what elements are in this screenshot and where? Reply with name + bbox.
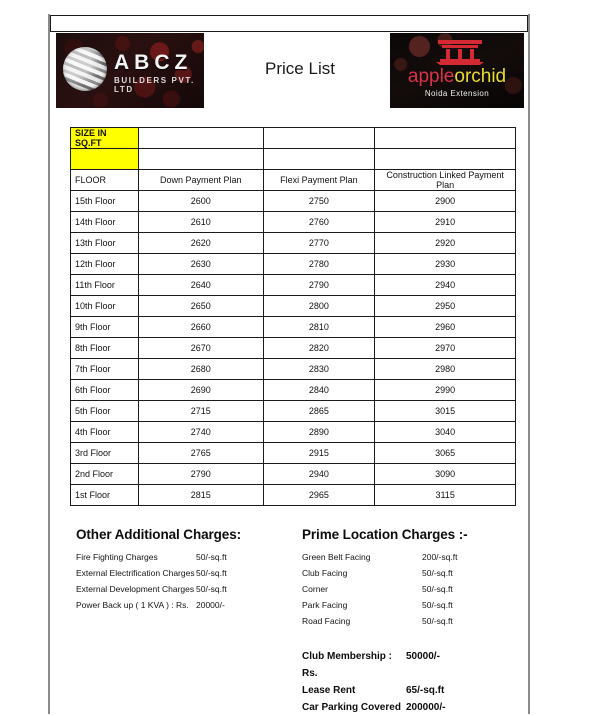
other-additional-charges-heading: Other Additional Charges: [76, 527, 242, 542]
cell-down-payment: 2600 [138, 191, 263, 212]
charge-row [302, 581, 517, 597]
cell-construction-linked: 3065 [375, 443, 516, 464]
cell-construction-linked: 2910 [375, 212, 516, 233]
other-additional-charges-section [76, 527, 291, 613]
charge-value: 50/-sq.ft [422, 568, 453, 578]
charge-row [76, 597, 291, 613]
cell-construction-linked: 2920 [375, 233, 516, 254]
cell-flexi-payment: 2770 [263, 233, 375, 254]
table-row-size-value [71, 149, 516, 170]
cell-floor: 2nd Floor [71, 464, 139, 485]
cell-floor: 7th Floor [71, 359, 139, 380]
cell-flexi-payment: 2830 [263, 359, 375, 380]
summary-charge-value: 65/-sq.ft [406, 685, 445, 696]
cell-flexi-payment: 2865 [263, 401, 375, 422]
cell-down-payment: 2660 [138, 317, 263, 338]
summary-charges-list [302, 648, 517, 716]
table-row [71, 359, 516, 380]
cell-floor: 5th Floor [71, 401, 139, 422]
column-header-flexi-payment-plan: Flexi Payment Plan [263, 170, 375, 191]
size-label-spacer-1 [138, 128, 263, 149]
table-row [71, 485, 516, 506]
cell-floor: 6th Floor [71, 380, 139, 401]
summary-charge-label: Car Parking Covered [302, 702, 401, 713]
summary-charge-value: 50000/- [406, 651, 440, 662]
charge-value: 50/-sq.ft [196, 584, 227, 594]
cell-construction-linked: 2900 [375, 191, 516, 212]
size-value-spacer-3 [375, 149, 516, 170]
abcz-emblem-icon [63, 47, 107, 91]
cell-down-payment: 2790 [138, 464, 263, 485]
charge-label: Green Belt Facing [302, 552, 371, 562]
cell-flexi-payment: 2965 [263, 485, 375, 506]
apple-orchid-wordmark [390, 67, 524, 86]
price-table-body [71, 128, 516, 506]
cell-floor: 9th Floor [71, 317, 139, 338]
table-row [71, 254, 516, 275]
page-title: Price List [265, 59, 335, 78]
size-label-spacer-3 [375, 128, 516, 149]
table-row-size-label [71, 128, 516, 149]
table-row [71, 233, 516, 254]
apple-orchid-subtitle: Noida Extension [424, 89, 490, 98]
prime-location-charges-heading: Prime Location Charges :- [302, 527, 468, 542]
column-header-floor: FLOOR [71, 170, 139, 191]
size-label-spacer-2 [263, 128, 375, 149]
pavilion-icon [436, 39, 484, 65]
column-header-down-payment-plan: Down Payment Plan [138, 170, 263, 191]
cell-floor: 4th Floor [71, 422, 139, 443]
cell-construction-linked: 3090 [375, 464, 516, 485]
table-row [71, 212, 516, 233]
price-table [70, 127, 516, 506]
charge-label: External Development Charges [76, 584, 195, 594]
cell-down-payment: 2765 [138, 443, 263, 464]
cell-floor: 10th Floor [71, 296, 139, 317]
charge-label: External Electrification Charges [76, 568, 195, 578]
cell-floor: 13th Floor [71, 233, 139, 254]
summary-charge-value: 200000/- [406, 702, 446, 713]
other-additional-charges-list [76, 549, 291, 613]
charge-value: 200/-sq.ft [422, 552, 458, 562]
charge-row [302, 682, 517, 699]
cell-construction-linked: 2950 [375, 296, 516, 317]
size-value-spacer-2 [263, 149, 375, 170]
table-header-row [71, 170, 516, 191]
charge-value: 50/-sq.ft [422, 616, 453, 626]
column-header-construction-linked-payment-plan: Construction Linked Payment Plan [375, 170, 516, 191]
cell-down-payment: 2670 [138, 338, 263, 359]
cell-flexi-payment: 2940 [263, 464, 375, 485]
cell-floor: 8th Floor [71, 338, 139, 359]
prime-location-charges-list [302, 549, 517, 629]
prime-location-charges-section [302, 527, 517, 629]
charge-row [302, 597, 517, 613]
table-row [71, 464, 516, 485]
table-row [71, 401, 516, 422]
document-top-bar [50, 15, 528, 32]
charge-row [76, 565, 291, 581]
cell-construction-linked: 2990 [375, 380, 516, 401]
cell-construction-linked: 2940 [375, 275, 516, 296]
size-value-spacer-1 [138, 149, 263, 170]
apple-orchid-word-apple: apple [407, 66, 455, 87]
charge-row [302, 565, 517, 581]
table-row [71, 443, 516, 464]
cell-construction-linked: 2930 [375, 254, 516, 275]
charge-label: Road Facing [302, 616, 351, 626]
charge-row [76, 581, 291, 597]
charge-label: Fire Fighting Charges [76, 552, 158, 562]
cell-flexi-payment: 2750 [263, 191, 375, 212]
document-header [50, 33, 528, 111]
table-row [71, 191, 516, 212]
cell-down-payment: 2640 [138, 275, 263, 296]
table-row [71, 422, 516, 443]
table-row [71, 296, 516, 317]
cell-floor: 15th Floor [71, 191, 139, 212]
cell-flexi-payment: 2840 [263, 380, 375, 401]
apple-orchid-logo [390, 33, 524, 108]
table-row [71, 338, 516, 359]
cell-construction-linked: 2970 [375, 338, 516, 359]
table-row [71, 317, 516, 338]
cell-floor: 1st Floor [71, 485, 139, 506]
cell-down-payment: 2620 [138, 233, 263, 254]
cell-down-payment: 2630 [138, 254, 263, 275]
charge-row [302, 613, 517, 629]
cell-floor: 14th Floor [71, 212, 139, 233]
cell-floor: 12th Floor [71, 254, 139, 275]
charge-value: 20000/- [196, 600, 225, 610]
summary-charge-label: Club Membership : Rs. [302, 651, 393, 679]
size-in-sqft-value[interactable] [71, 149, 139, 170]
apple-orchid-word-orchid: orchid [454, 66, 507, 87]
cell-flexi-payment: 2915 [263, 443, 375, 464]
cell-flexi-payment: 2800 [263, 296, 375, 317]
cell-down-payment: 2650 [138, 296, 263, 317]
cell-construction-linked: 3015 [375, 401, 516, 422]
cell-flexi-payment: 2790 [263, 275, 375, 296]
charge-label: Power Back up ( 1 KVA ) : Rs. [76, 600, 189, 610]
charge-value: 50/-sq.ft [422, 600, 453, 610]
cell-floor: 3rd Floor [71, 443, 139, 464]
cell-construction-linked: 2980 [375, 359, 516, 380]
cell-flexi-payment: 2760 [263, 212, 375, 233]
cell-construction-linked: 3115 [375, 485, 516, 506]
table-row [71, 380, 516, 401]
charge-label: Corner [302, 584, 328, 594]
cell-down-payment: 2680 [138, 359, 263, 380]
table-row [71, 275, 516, 296]
charge-row [76, 549, 291, 565]
charge-row [302, 648, 517, 682]
charge-row [302, 699, 517, 716]
cell-flexi-payment: 2810 [263, 317, 375, 338]
charge-value: 50/-sq.ft [422, 584, 453, 594]
cell-down-payment: 2740 [138, 422, 263, 443]
charge-label: Park Facing [302, 600, 348, 610]
cell-flexi-payment: 2890 [263, 422, 375, 443]
cell-down-payment: 2690 [138, 380, 263, 401]
abcz-logo-name: ABCZ [114, 51, 193, 74]
cell-down-payment: 2715 [138, 401, 263, 422]
cell-down-payment: 2610 [138, 212, 263, 233]
charge-value: 50/-sq.ft [196, 568, 227, 578]
charge-row [302, 549, 517, 565]
charge-label: Club Facing [302, 568, 348, 578]
cell-construction-linked: 2960 [375, 317, 516, 338]
cell-flexi-payment: 2780 [263, 254, 375, 275]
cell-floor: 11th Floor [71, 275, 139, 296]
charge-value: 50/-sq.ft [196, 552, 227, 562]
cell-down-payment: 2815 [138, 485, 263, 506]
abcz-logo-tagline: BUILDERS PVT. LTD [114, 76, 195, 94]
abcz-builders-logo [56, 33, 204, 108]
summary-charge-label: Lease Rent [302, 685, 356, 696]
cell-construction-linked: 3040 [375, 422, 516, 443]
size-in-sqft-label: SIZE IN SQ.FT [71, 128, 139, 149]
cell-flexi-payment: 2820 [263, 338, 375, 359]
